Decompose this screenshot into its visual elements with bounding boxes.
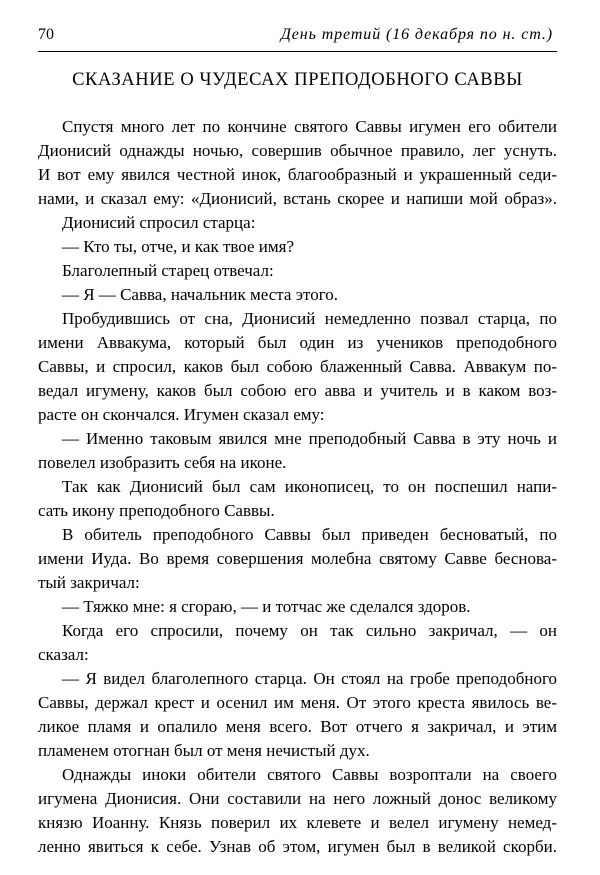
page-number: 70	[38, 26, 54, 43]
text-line: Благолепный старец отвечал:	[62, 261, 274, 280]
text-line: — Я видел благолепного старца. Он стоял на гробе преподобного	[62, 669, 557, 688]
text-line: Саввы, держал крест и осенил им меня. От этого креста явилось ве-	[38, 693, 557, 712]
text-line: Так как Дионисий был сам иконописец, то он поспешил напи-	[62, 477, 557, 496]
text-line: имени Аввакума, который был один из учеников преподобного	[38, 333, 557, 352]
text-line: ликое пламя и опалило меня всего. Вот отчего я закричал, и этим	[38, 717, 557, 736]
running-header	[38, 24, 557, 52]
text-line: Дионисий однажды ночью, совершив обычное правило, лег уснуть.	[38, 141, 557, 160]
text-line: Когда его спросили, почему он так сильно закричал, — он	[62, 621, 557, 640]
text-line: Пробудившись от сна, Дионисий немедленно позвал старца, по	[62, 309, 557, 328]
text-line: тый закричал:	[38, 573, 140, 592]
text-line: сать икону преподобного Саввы.	[38, 501, 275, 520]
text-line: сказал:	[38, 645, 89, 664]
text-line: Однажды иноки обители святого Саввы возроптали на своего	[62, 765, 557, 784]
text-line: Саввы, и спросил, каков был собою блаженный Савва. Аввакум по-	[38, 357, 557, 376]
text-line: нами, и сказал ему: «Дионисий, встань скорее и напиши мой образ».	[38, 189, 557, 208]
text-line: — Я — Савва, начальник места этого.	[62, 285, 339, 304]
text-line: Спустя много лет по кончине святого Саввы игумен его обители	[62, 117, 557, 136]
text-line: ленно явиться к себе. Узнав об этом, игумен был в великой скорби.	[38, 837, 557, 856]
text-line: пламенем отогнан был от меня нечистый дух.	[38, 741, 370, 760]
text-line: И вот ему явился честной инок, благообразный и украшенный седи-	[38, 165, 557, 184]
text-line: — Кто ты, отче, и как твое имя?	[62, 237, 295, 256]
running-title: День третий (16 декабря по н. ст.)	[280, 26, 553, 43]
text-line: повелел изобразить себя на иконе.	[38, 453, 287, 472]
text-line: князю Иоанну. Князь поверил их клевете и велел игумену немед-	[38, 813, 557, 832]
text-line: расте он скончался. Игумен сказал ему:	[38, 405, 325, 424]
text-line: имени Иуда. Во время совершения молебна святому Савве беснова-	[38, 549, 557, 568]
text-line: В обитель преподобного Саввы был приведен бесноватый, по	[62, 525, 557, 544]
text-line: Дионисий спросил старца:	[62, 213, 256, 232]
text-line: — Тяжко мне: я сгораю, — и тотчас же сделался здоров.	[62, 597, 471, 616]
text-line: игумена Дионисия. Они составили на него ложный донос великому	[38, 789, 557, 808]
chapter-title: СКАЗАНИЕ О ЧУДЕСАХ ПРЕПОДОБНОГО САВВЫ	[72, 70, 523, 90]
text-line: ведал игумену, каков был собою его авва и учитель и в каком воз-	[38, 381, 557, 400]
text-line: — Именно таковым явился мне преподобный Савва в эту ночь и	[62, 429, 557, 448]
